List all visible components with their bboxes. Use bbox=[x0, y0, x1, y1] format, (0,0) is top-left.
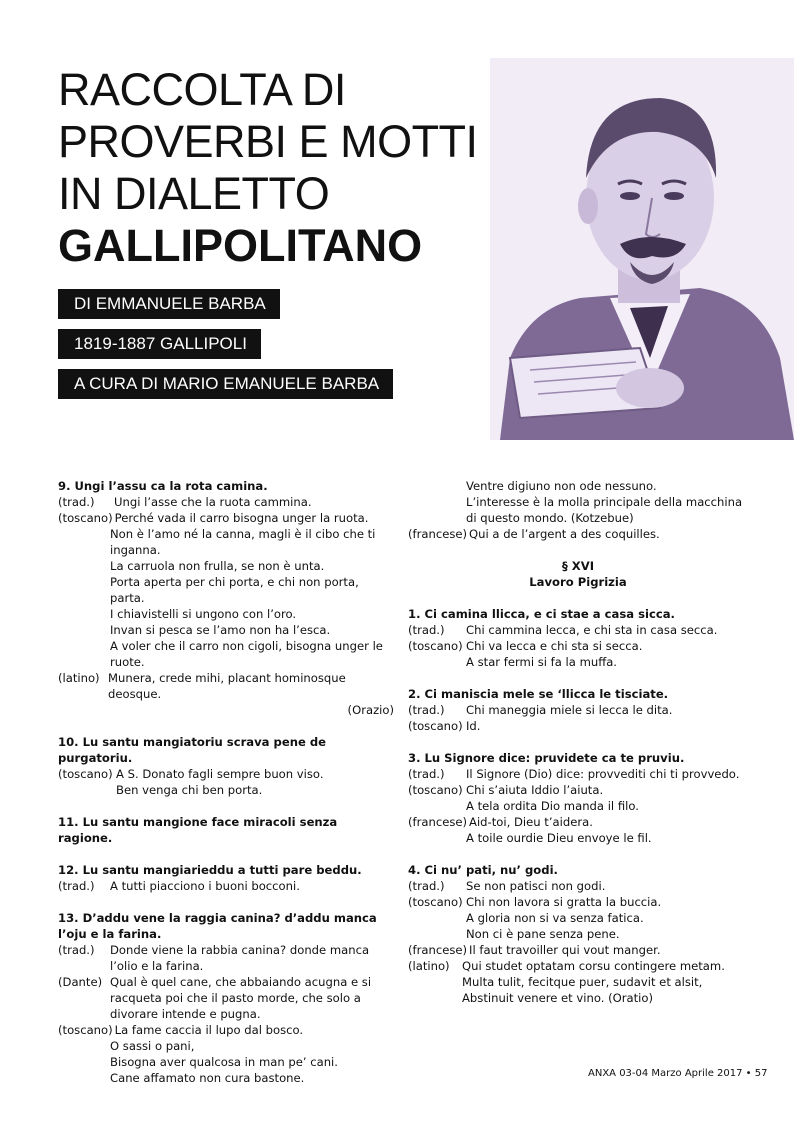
francese-text: Aid-toi, Dieu t’aidera. bbox=[469, 815, 593, 829]
dante-text: Qual è quel cane, che abbaiando acugna e si racqueta poi che il pasto morde, che solo a divorare intende e pugna. bbox=[110, 975, 372, 1021]
source-attribution: (Orazio) bbox=[347, 703, 394, 717]
trad-label: (trad.) bbox=[58, 495, 95, 509]
francese-label: (francese) bbox=[408, 815, 468, 829]
trad-label: (trad.) bbox=[408, 767, 445, 781]
toscano-label: (toscano) bbox=[408, 895, 463, 909]
proverb-title: 10. Lu santu mangiatoriu scrava pene de purgatoriu. bbox=[58, 735, 327, 765]
proverb-3 bbox=[408, 750, 748, 846]
francese-label: (francese) bbox=[408, 527, 468, 541]
toscano-text: A S. Donato fagli sempre buon viso. bbox=[116, 767, 324, 781]
variant-line: Abstinuit venere et vino. (Oratio) bbox=[462, 991, 654, 1005]
francese-text: Qui a de l’argent a des coquilles. bbox=[469, 527, 660, 541]
variant-line: La carruola non frulla, se non è unta. bbox=[110, 559, 325, 573]
toscano-label: (toscano) bbox=[58, 767, 113, 781]
toscano-text: Chi s’aiuta Iddio l’aiuta. bbox=[466, 783, 604, 797]
variant-line: A voler che il carro non cigoli, bisogna unger le ruote. bbox=[110, 639, 383, 669]
proverb-12 bbox=[58, 862, 394, 894]
trad-label: (trad.) bbox=[408, 703, 445, 717]
left-column bbox=[58, 478, 394, 1102]
variant-line: Multa tulit, fecitque puer, sudavit et alsit, bbox=[462, 975, 703, 989]
variant-line: Ventre digiuno non ode nessuno. bbox=[466, 479, 657, 493]
author-tag: DI EMMANUELE BARBA bbox=[58, 289, 280, 319]
proverb-11 bbox=[58, 814, 394, 846]
dante-label: (Dante) bbox=[58, 975, 103, 989]
title-line-3: IN DIALETTO bbox=[58, 168, 330, 219]
toscano-text: La fame caccia il lupo dal bosco. bbox=[114, 1023, 304, 1037]
francese-label: (francese) bbox=[408, 943, 468, 957]
trad-label: (trad.) bbox=[408, 623, 445, 637]
proverb-9 bbox=[58, 478, 394, 718]
toscano-label: (toscano) bbox=[58, 1023, 113, 1037]
variant-line: A star fermi si fa la muffa. bbox=[466, 655, 617, 669]
title-line-4: GALLIPOLITANO bbox=[58, 220, 423, 271]
proverb-10 bbox=[58, 734, 394, 798]
proverb-title: 3. Lu Signore dice: pruvidete ca te pruviu. bbox=[408, 751, 685, 765]
latino-text: Qui studet optatam corsu contingere metam. bbox=[462, 959, 725, 973]
variant-line: L’interesse è la molla principale della macchina di questo mondo. (Kotzebue) bbox=[466, 495, 743, 525]
variant-line: Porta aperta per chi porta, e chi non porta, parta. bbox=[110, 575, 359, 605]
title-line-1: RACCOLTA DI bbox=[58, 64, 346, 115]
latino-text: Munera, crede mihi, placant hominosque deosque. bbox=[108, 671, 346, 701]
toscano-text: Id. bbox=[466, 719, 481, 733]
page-footer: ANXA 03-04 Marzo Aprile 2017 • 57 bbox=[588, 1068, 768, 1079]
trad-text: A tutti piacciono i buoni bocconi. bbox=[110, 879, 300, 893]
variant-line: Non è l’amo né la canna, magli è il cibo che ti inganna. bbox=[110, 527, 376, 557]
variant-line: Ben venga chi ben porta. bbox=[116, 783, 263, 797]
proverb-title: 13. D’addu vene la raggia canina? d’addu manca l’oju e la farina. bbox=[58, 911, 377, 941]
toscano-label: (toscano) bbox=[408, 639, 463, 653]
trad-text: Chi maneggia miele si lecca le dita. bbox=[466, 703, 673, 717]
author-portrait bbox=[490, 58, 794, 440]
proverb-title: 9. Ungi l’assu ca la rota camina. bbox=[58, 479, 268, 493]
portrait-illustration bbox=[490, 58, 794, 440]
francese-text: Il faut travoiller qui vout manger. bbox=[469, 943, 661, 957]
section-heading bbox=[408, 558, 748, 590]
proverb-title: 11. Lu santu mangione face miracoli senza ragione. bbox=[58, 815, 338, 845]
toscano-text: Chi va lecca e chi sta si secca. bbox=[466, 639, 643, 653]
variant-line: Invan si pesca se l’amo non ha l’esca. bbox=[110, 623, 331, 637]
trad-label: (trad.) bbox=[408, 879, 445, 893]
proverb-1 bbox=[408, 606, 748, 670]
variant-line: A tela ordita Dio manda il filo. bbox=[466, 799, 639, 813]
proverb-2 bbox=[408, 686, 748, 734]
trad-text: Se non patisci non godi. bbox=[466, 879, 606, 893]
dates-tag: 1819-1887 GALLIPOLI bbox=[58, 329, 261, 359]
trad-text: Ungi l’asse che la ruota cammina. bbox=[114, 495, 312, 509]
toscano-label: (toscano) bbox=[408, 783, 463, 797]
section-name: Lavoro Pigrizia bbox=[529, 575, 627, 589]
variant-line: A toile ourdie Dieu envoye le fil. bbox=[466, 831, 652, 845]
proverb-title: 12. Lu santu mangiarieddu a tutti pare beddu. bbox=[58, 863, 362, 877]
trad-text: Il Signore (Dio) dice: provveditі chi ti provvedo. bbox=[466, 767, 740, 781]
variant-line: O sassi o pani, bbox=[110, 1039, 195, 1053]
proverb-13 bbox=[58, 910, 394, 1086]
variant-line: I chiavistelli si ungono con l’oro. bbox=[110, 607, 297, 621]
proverb-title: 4. Ci nu’ pati, nu’ godi. bbox=[408, 863, 558, 877]
variant-line: A gloria non si va senza fatica. bbox=[466, 911, 644, 925]
variant-line: Non ci è pane senza pene. bbox=[466, 927, 620, 941]
proverb-4 bbox=[408, 862, 748, 1006]
latino-label: (latino) bbox=[58, 671, 100, 685]
proverb-title: 1. Ci camina llicca, e ci stae a casa sicca. bbox=[408, 607, 675, 621]
article-title bbox=[58, 64, 488, 272]
trad-label: (trad.) bbox=[58, 879, 95, 893]
variant-line: Bisogna aver qualcosa in man pe’ cani. bbox=[110, 1055, 338, 1069]
latino-label: (latino) bbox=[408, 959, 450, 973]
toscano-label: (toscano) bbox=[58, 511, 113, 525]
toscano-text: Chi non lavora si gratta la buccia. bbox=[466, 895, 662, 909]
trad-text: Donde viene la rabbia canina? donde manca l’olio e la farina. bbox=[110, 943, 370, 973]
toscano-label: (toscano) bbox=[408, 719, 463, 733]
editor-tag: A CURA DI MARIO EMANUELE BARBA bbox=[58, 369, 393, 399]
section-number: § XVI bbox=[561, 559, 595, 573]
variant-line: Cane affamato non cura bastone. bbox=[110, 1071, 305, 1085]
title-line-2: PROVERBI E MOTTI bbox=[58, 116, 478, 167]
continuation bbox=[408, 478, 748, 542]
trad-label: (trad.) bbox=[58, 943, 95, 957]
right-column bbox=[408, 478, 748, 1022]
toscano-text: Perché vada il carro bisogna unger la ruota. bbox=[114, 511, 369, 525]
proverb-title: 2. Ci maniscia mele se ‘llicca le tisciate. bbox=[408, 687, 669, 701]
trad-text: Chi cammina lecca, e chi sta in casa secca. bbox=[466, 623, 718, 637]
